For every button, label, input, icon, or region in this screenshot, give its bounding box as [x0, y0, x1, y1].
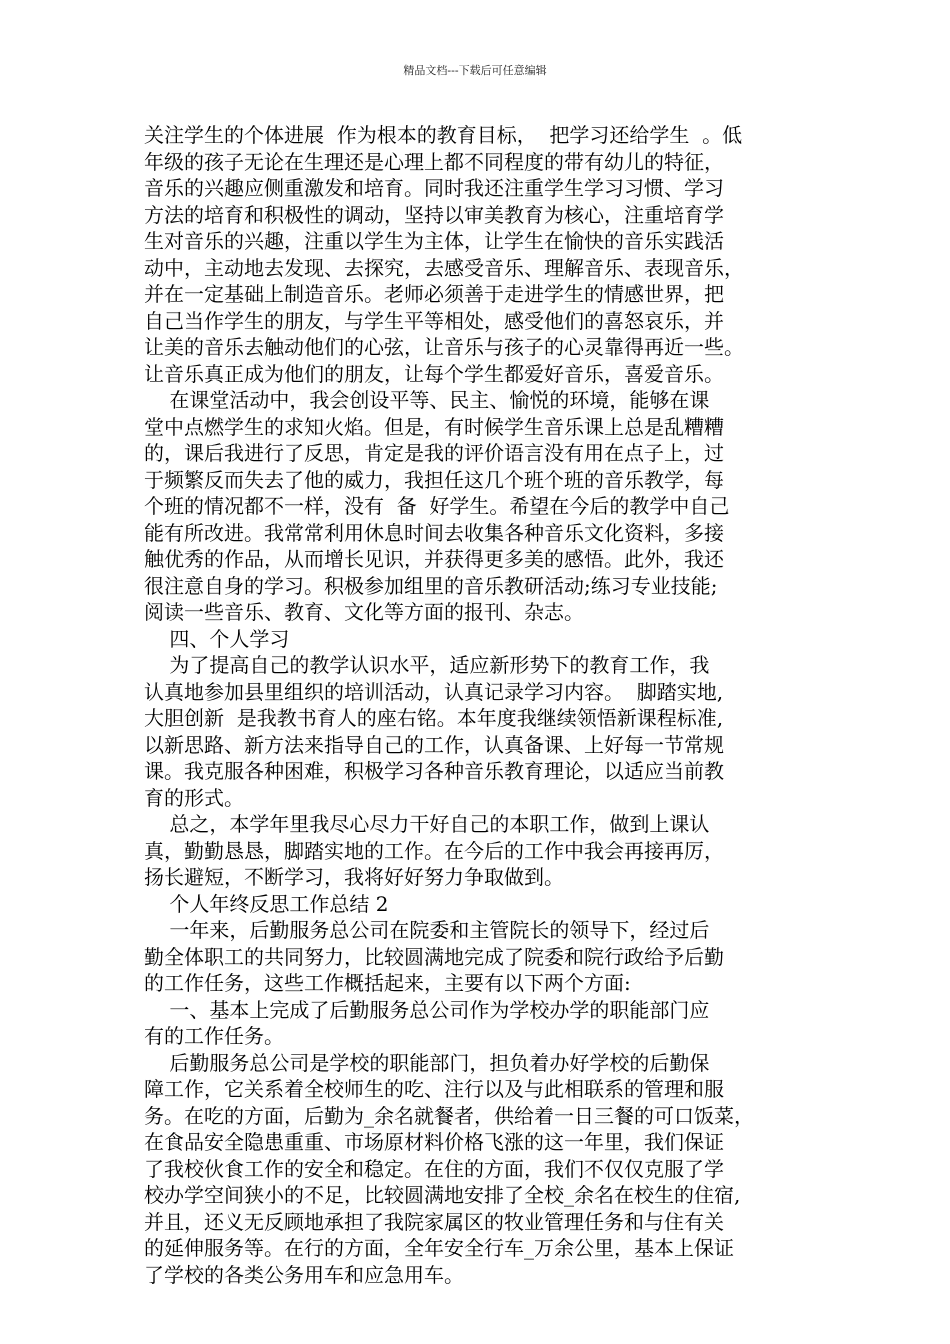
text-line: 的工作任务，这些工作概括起来，主要有以下两个方面:	[144, 971, 631, 995]
text-line: 总之，本学年里我尽心尽力干好自己的本职工作，做到上课认	[144, 812, 710, 836]
text-line: 自己当作学生的朋友，与学生平等相处，感受他们的喜怒哀乐，并	[144, 308, 724, 333]
text-line: 个班的情况都不一样，没有 备 好学生。希望在今后的教学中自己	[144, 494, 730, 518]
text-line: 很注意自身的学习。积极参加组里的音乐教研活动;练习专业技能;	[144, 573, 718, 598]
text-line: 堂中点燃学生的求知火焰。但是，有时候学生音乐课上总是乱糟糟	[144, 414, 724, 439]
text-line: 让美的音乐去触动他们的心弦，让音乐与孩子的心灵靠得再近一些。	[144, 335, 744, 359]
text-line: 关注学生的个体进展 作为根本的教育目标， 把学习还给学生 。低	[144, 123, 743, 147]
text-line: 年级的孩子无论在生理还是心理上都不同程度的带有幼儿的特征，	[144, 149, 724, 174]
text-line: 一、基本上完成了后勤服务总公司作为学校办学的职能部门应	[144, 997, 710, 1022]
text-line: 以新思路、新方法来指导自己的工作，认真备课、上好每一节常规	[144, 732, 724, 757]
text-line: 并且，还义无反顾地承担了我院家属区的牧业管理任务和与住有关	[144, 1209, 724, 1234]
text-line: 勤全体职工的共同努力，比较圆满地完成了院委和院行政给予后勤	[144, 944, 724, 969]
text-line: 阅读一些音乐、教育、文化等方面的报刊、杂志。	[144, 600, 584, 624]
text-line: 育的形式。	[144, 785, 244, 810]
page-header: 精品文档---下载后可任意编辑	[403, 64, 547, 77]
text-line: 四、个人学习	[144, 626, 290, 651]
text-line: 在食品安全隐患重重、市场原材料价格飞涨的这一年里，我们保证	[144, 1130, 724, 1154]
text-line: 了学校的各类公务用车和应急用车。	[144, 1262, 464, 1287]
text-line: 并在一定基础上制造音乐。老师必须善于走进学生的情感世界，把	[144, 282, 724, 306]
text-line: 校办学空间狭小的不足，比较圆满地安排了全校_余名在校生的住宿,	[144, 1183, 741, 1207]
text-line: 个人年终反思工作总结 2	[144, 891, 389, 916]
text-line: 了我校伙食工作的安全和稳定。在住的方面，我们不仅仅克服了学	[144, 1156, 724, 1181]
text-line: 于频繁反而失去了他的威力，我担任这几个班个班的音乐教学，每	[144, 467, 724, 492]
text-line: 动中，主动地去发现、去探究，去感受音乐、理解音乐、表现音乐，	[144, 255, 744, 280]
text-line: 务。在吃的方面，后勤为_余名就餐者，供给着一日三餐的可口饭菜，	[144, 1103, 754, 1128]
document-body	[144, 122, 820, 1288]
text-line: 课。我克服各种困难，积极学习各种音乐教育理论，以适应当前教	[144, 759, 724, 783]
text-line: 在课堂活动中，我会创设平等、民主、愉悦的环境，能够在课	[144, 388, 710, 412]
text-line: 方法的培育和积极性的调动，坚持以审美教育为核心，注重培育学	[144, 202, 724, 227]
text-line: 扬长避短，不断学习，我将好好努力争取做到。	[144, 865, 564, 889]
text-line: 音乐的兴趣应侧重激发和培育。同时我还注重学生学习习惯、学习	[144, 176, 724, 200]
text-line: 认真地参加县里组织的培训活动，认真记录学习内容。 脚踏实地,	[144, 679, 724, 704]
text-line: 让音乐真正成为他们的朋友，让每个学生都爱好音乐，喜爱音乐。	[144, 361, 724, 386]
text-line: 为了提高自己的教学认识水平，适应新形势下的教育工作，我	[144, 653, 710, 677]
text-line: 一年来，后勤服务总公司在院委和主管院长的领导下，经过后	[144, 918, 710, 942]
text-line: 障工作，它关系着全校师生的吃、注行以及与此相联系的管理和服	[144, 1077, 724, 1101]
text-line: 触优秀的作品，从而增长见识，并获得更多美的感悟。此外，我还	[144, 547, 724, 571]
text-line: 的，课后我进行了反思，肯定是我的评价语言没有用在点子上，过	[144, 441, 724, 465]
text-line: 真，勤勤恳恳，脚踏实地的工作。在今后的工作中我会再接再厉，	[144, 838, 724, 863]
text-line: 生对音乐的兴趣，注重以学生为主体，让学生在愉快的音乐实践活	[144, 229, 724, 253]
text-line: 大胆创新 是我教书育人的座右铭。本年度我继续领悟新课程标准,	[144, 706, 724, 730]
text-line: 有的工作任务。	[144, 1024, 284, 1048]
text-line: 后勤服务总公司是学校的职能部门，担负着办好学校的后勤保	[144, 1050, 710, 1075]
text-line: 能有所改进。我常常利用休息时间去收集各种音乐文化资料，多接	[144, 520, 724, 545]
text-line: 的延伸服务等。在行的方面，全年安全行车_万余公里，基本上保证	[144, 1236, 734, 1260]
